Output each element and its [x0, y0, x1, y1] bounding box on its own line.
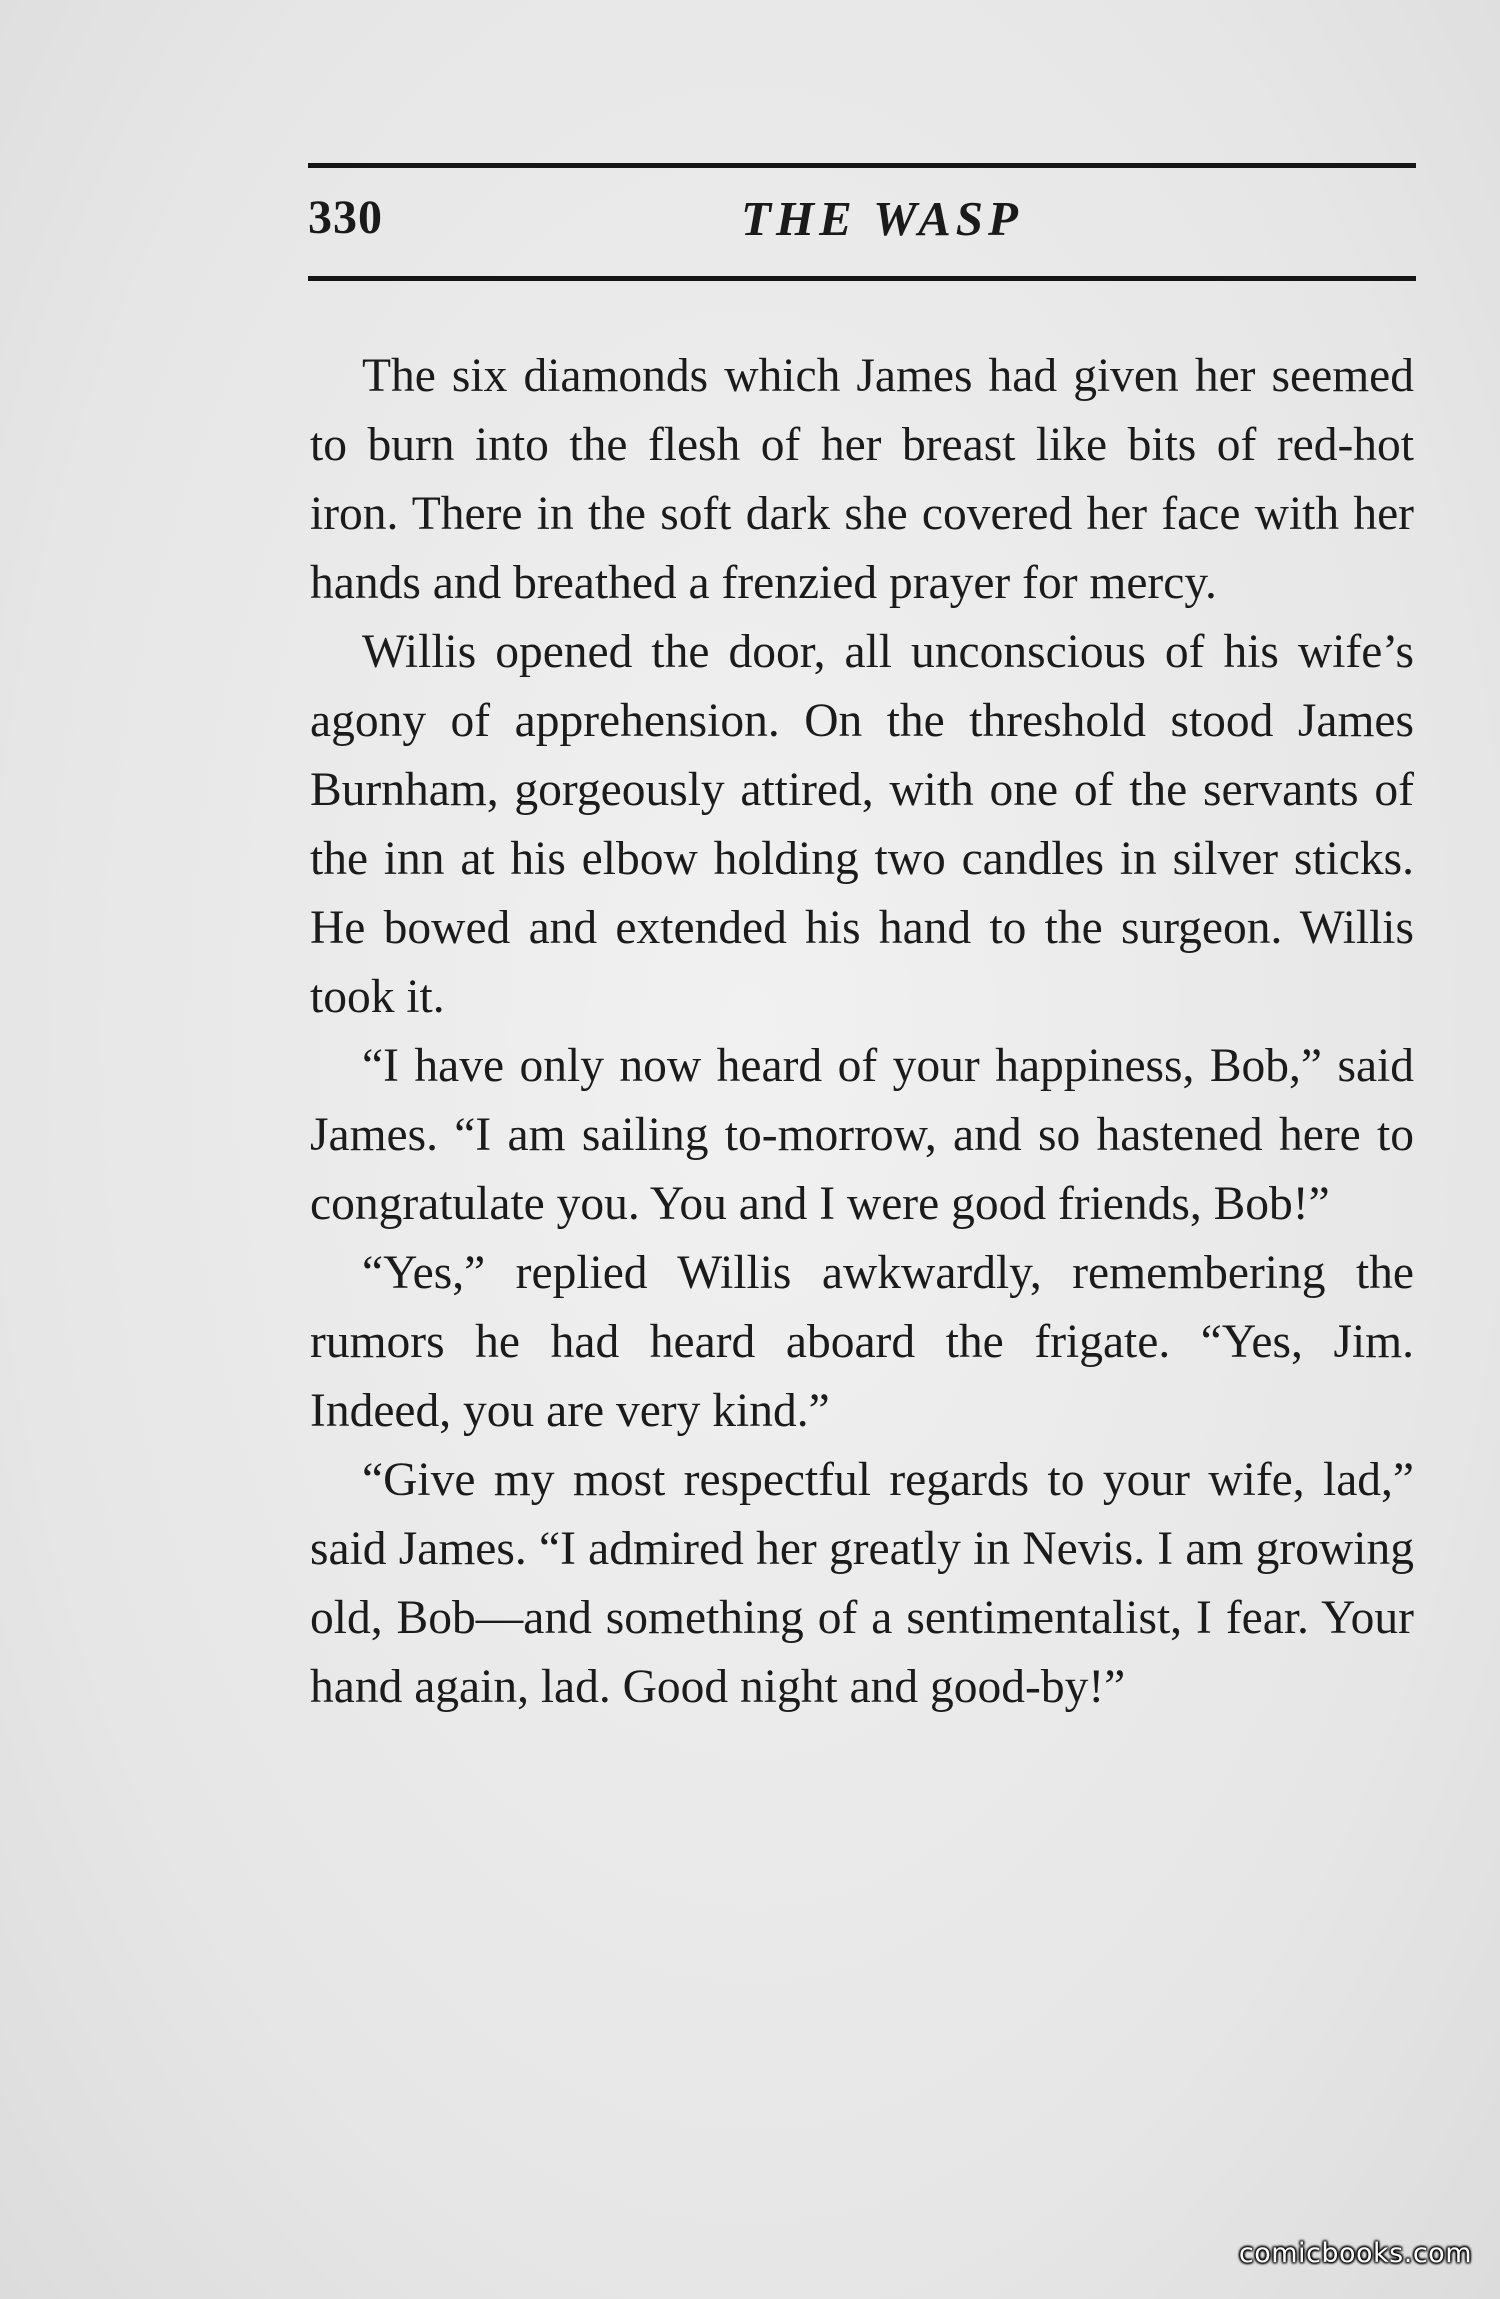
watermark: comicbooks.com	[1238, 2238, 1472, 2269]
page-number: 330	[308, 191, 383, 244]
body-text	[310, 342, 1414, 1722]
running-title: THE WASP	[741, 191, 1023, 246]
paragraph: Willis opened the door, all unconscious of his wife’s agony of apprehension. On the threshold stood James Burnham, gorgeously attired, with one of the servants of the inn at his elbow holding two candles in silver sticks. He bowed and extended his hand to the surgeon. Willis took it.	[310, 626, 1414, 1023]
paragraph: “Yes,” replied Willis awkwardly, remembering the rumors he had heard aboard the frigate. “Yes, Jim. Indeed, you are very kind.”	[310, 1247, 1414, 1437]
paragraph: “Give my most respectful regards to your wife, lad,” said James. “I admired her greatly in Nevis. I am growing old, Bob—and something of a sentimentalist, I fear. Your hand again, lad. Good night and good-by!”	[310, 1454, 1414, 1713]
paragraph: The six diamonds which James had given her seemed to burn into the flesh of her breast like bits of red-hot iron. There in the soft dark she covered her face with her hands and breathed a frenzied prayer for mercy.	[310, 350, 1414, 609]
header-rule-bottom	[308, 276, 1416, 281]
paragraph: “I have only now heard of your happiness, Bob,” said James. “I am sailing to-morrow, and so hastened here to congratulate you. You and I were good friends, Bob!”	[310, 1040, 1414, 1230]
running-head	[308, 190, 1416, 260]
header-rule-top	[308, 163, 1416, 168]
